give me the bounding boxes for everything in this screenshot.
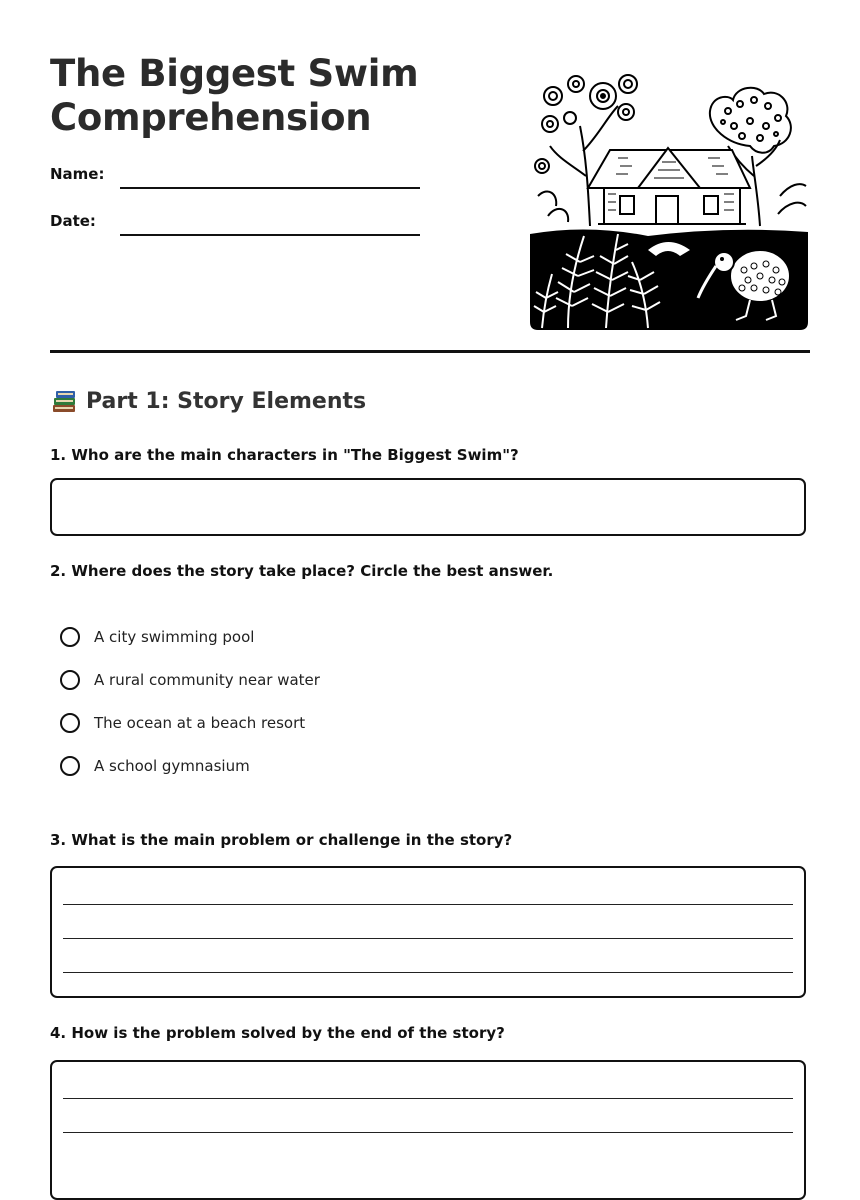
answer-rule [63, 972, 793, 973]
answer-box-q3[interactable] [50, 866, 806, 998]
option-label: A city swimming pool [94, 628, 255, 646]
question-2: 2. Where does the story take place? Circle the best answer. [50, 562, 554, 580]
option-label: A school gymnasium [94, 757, 250, 775]
answer-box-q4[interactable] [50, 1060, 806, 1200]
books-icon [50, 388, 78, 414]
worksheet-title [50, 52, 510, 140]
question-4: 4. How is the problem solved by the end of the story? [50, 1024, 505, 1042]
answer-rule [63, 938, 793, 939]
section-heading-text: Part 1: Story Elements [86, 388, 367, 414]
option-q2-1[interactable] [60, 627, 254, 647]
section-heading-part-1 [50, 388, 366, 414]
radio-circle[interactable] [60, 627, 80, 647]
option-q2-4[interactable] [60, 756, 250, 776]
radio-circle[interactable] [60, 713, 80, 733]
answer-rule [63, 904, 793, 905]
question-3: 3. What is the main problem or challenge in the story? [50, 831, 513, 849]
header-divider [50, 350, 810, 353]
title-line-2: Comprehension [50, 96, 372, 139]
name-label: Name: [50, 165, 105, 183]
date-label: Date: [50, 212, 96, 230]
option-q2-2[interactable] [60, 670, 320, 690]
answer-box-q1[interactable] [50, 478, 806, 536]
radio-circle[interactable] [60, 756, 80, 776]
date-field-line[interactable] [120, 234, 420, 236]
option-q2-3[interactable] [60, 713, 305, 733]
question-1: 1. Who are the main characters in "The Biggest Swim"? [50, 446, 519, 464]
option-label: A rural community near water [94, 671, 320, 689]
house-kiwi-fern-illustration [528, 66, 810, 332]
radio-circle[interactable] [60, 670, 80, 690]
answer-rule [63, 1098, 793, 1099]
title-line-1: The Biggest Swim [50, 52, 419, 95]
answer-rule [63, 1132, 793, 1133]
option-label: The ocean at a beach resort [94, 714, 306, 732]
name-field-line[interactable] [120, 187, 420, 189]
